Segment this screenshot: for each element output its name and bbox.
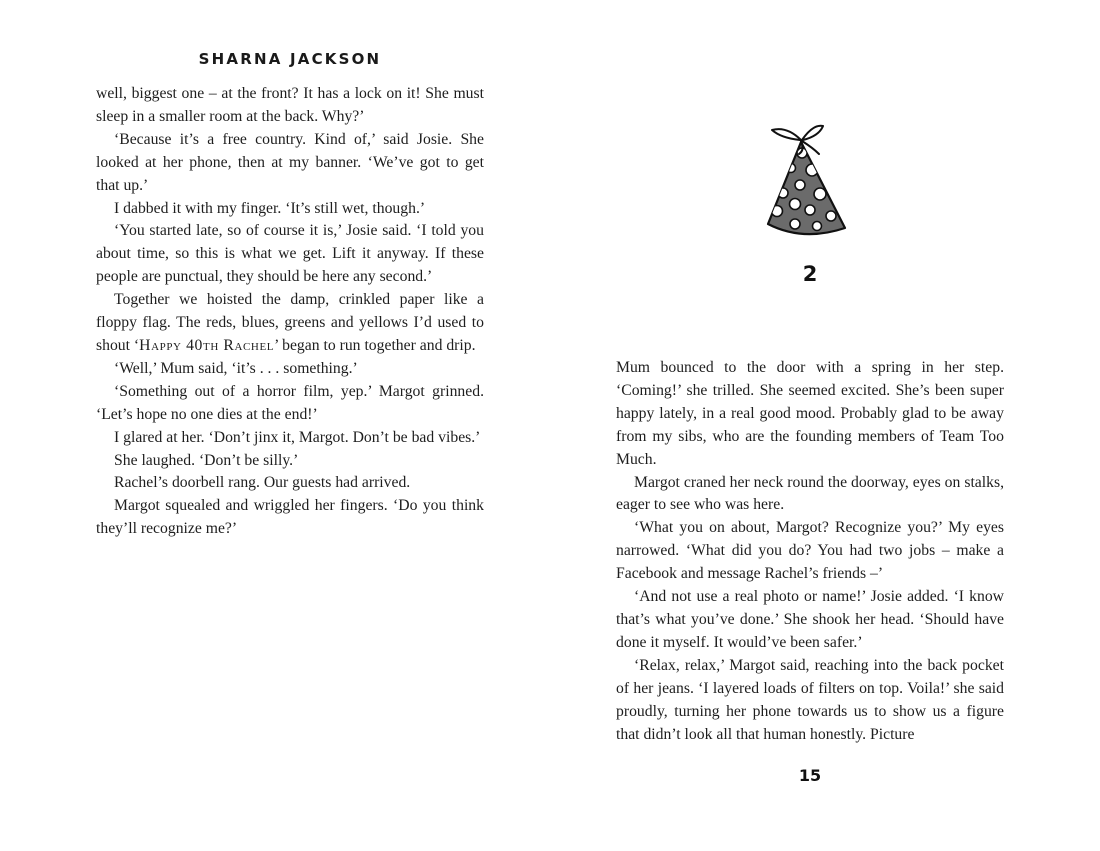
left-page-text xyxy=(96,83,484,541)
banner-text: Happy 40th Rachel xyxy=(139,336,275,354)
page-number: 15 xyxy=(798,766,822,785)
party-hat-icon xyxy=(765,118,855,248)
paragraph: I dabbed it with my finger. ‘It’s still wet, though.’ xyxy=(114,199,426,217)
paragraph: I glared at her. ‘Don’t jinx it, Margot. Don’t be bad vibes.’ xyxy=(114,428,481,446)
paragraph: ‘Well,’ Mum said, ‘it’s . . . something.’ xyxy=(114,359,358,377)
paragraph: ‘Relax, relax,’ Margot said, reaching into the back pocket of her jeans. ‘I layered loads of filters on top. Voila!’ she said proudly, turning her phone towards us to show us a figure that didn’t look all that human honestly. Picture xyxy=(616,656,1004,743)
right-page xyxy=(550,0,1100,851)
paragraph: ‘Because it’s a free country. Kind of,’ said Josie. She looked at her phone, then at my banner. ‘We’ve got to get that up.’ xyxy=(96,130,484,194)
paragraph: Margot squealed and wriggled her fingers. ‘Do you think they’ll recognize me?’ xyxy=(96,497,484,538)
paragraph: She laughed. ‘Don’t be silly.’ xyxy=(114,451,299,469)
paragraph: ‘What you on about, Margot? Recognize you?’ My eyes narrowed. ‘What did you do? You had two jobs – make a Facebook and message Rachel’s friends –’ xyxy=(616,519,1004,583)
paragraph: well, biggest one – at the front? It has a lock on it! She must sleep in a smaller room at the back. Why?’ xyxy=(96,85,484,125)
chapter-number: 2 xyxy=(802,262,818,286)
paragraph: Mum bounced to the door with a spring in her step. ‘Coming!’ she trilled. She seemed excited. She’s been super happy lately, in a real good mood. Probably glad to be away from my sibs, who are the founding members of Team Too Much. xyxy=(616,359,1004,468)
right-page-text xyxy=(616,357,1004,746)
paragraph: ‘Something out of a horror film, yep.’ Margot grinned. ‘Let’s hope no one dies at the end!’ xyxy=(96,382,484,423)
paragraph: ‘And not use a real photo or name!’ Josie added. ‘I know that’s what you’ve done.’ She shook her head. ‘Should have done it myself. It would’ve been safer.’ xyxy=(616,588,1004,651)
paragraph: Margot craned her neck round the doorway, eyes on stalks, eager to see who was here. xyxy=(616,473,1004,514)
paragraph: Rachel’s doorbell rang. Our guests had arrived. xyxy=(114,474,411,492)
running-head-author: SHARNA JACKSON xyxy=(198,50,382,68)
paragraph: ‘You started late, so of course it is,’ Josie said. ‘I told you about time, so this is what we get. Lift it anyway. If these people are punctual, they should be here any second.’ xyxy=(96,222,484,286)
paragraph-banner: Together we hoisted the damp, crinkled paper like a floppy flag. The reds, blues, greens and yellows I’d used to shout ‘Happy 40th Rachel’ began to run together and drip. xyxy=(96,291,484,354)
